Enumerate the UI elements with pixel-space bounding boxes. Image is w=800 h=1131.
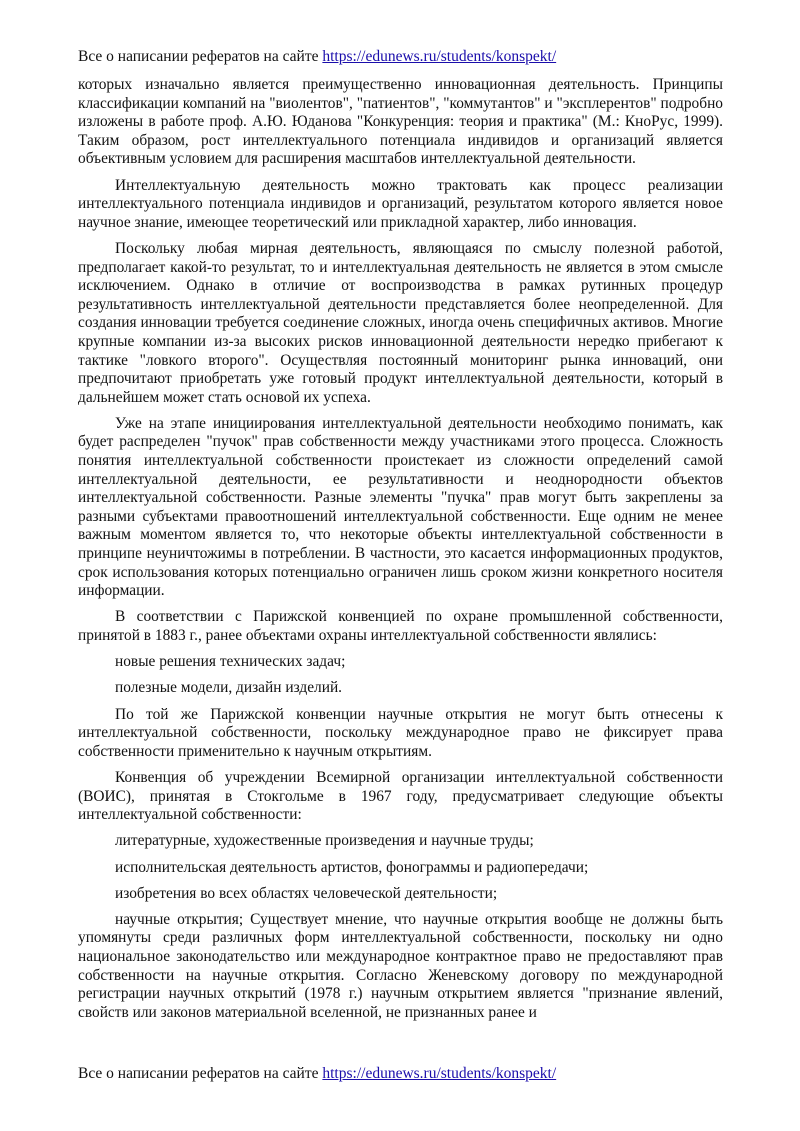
paragraph: Конвенция об учреждении Всемирной организации интеллектуальной собственности (ВОИС), принятая в Стокгольме в 1967 году, предусматривает следующие объекты интеллектуальной собственности: [78, 768, 723, 824]
paragraph: В соответствии с Парижской конвенцией по охране промышленной собственности, принятой в 1883 г., ранее объектами охраны интеллектуальной собственности являлись: [78, 608, 723, 644]
paragraph: По той же Парижской конвенции научные открытия не могут быть отнесены к интеллектуальной собственности, поскольку международное право не фиксирует права собственности применительно к научным открытиям. [78, 705, 723, 760]
list-item: литературные, художественные произведения и научные труды; [115, 832, 534, 850]
footer-text: Все о написании рефератов на сайте [78, 1065, 323, 1082]
list-item: новые решения технических задач; [115, 653, 346, 671]
document-body [78, 76, 723, 1030]
paragraph: Поскольку любая мирная деятельность, являющаяся по смыслу полезной работой, предполагает какой-то результат, то и интеллектуальная деятельность не является в этом смысле исключением. Однако в отличие от воспроизводства в рамках рутинных процедур результативность интеллектуальной деятельности представляется более неопределенной. Для создания инновации требуется соединение сложных, иногда очень специфичных активов. Многие крупные компании из-за высоких рисков инновационной деятельности нередко прибегают к тактике "ловкого второго". Осуществляя постоянный мониторинг рынка инноваций, они предпочитают приобретать уже готовый продукт интеллектуальной деятельности, который в дальнейшем может стать основой их успеха. [78, 239, 723, 406]
paragraph: Интеллектуальную деятельность можно трактовать как процесс реализации интеллектуального потенциала индивидов и организаций, результатом которого является новое научное знание, имеющее теоретический или прикладной характер, либо инновация. [78, 176, 723, 231]
page-footer [78, 1064, 728, 1084]
list-item: исполнительская деятельность артистов, фонограммы и радиопередачи; [115, 858, 589, 876]
paragraph: научные открытия; Существует мнение, что научные открытия вообще не должны быть упомянуты среди различных форм интеллектуальной собственности, поскольку ни одно национальное законодательство или международное контрактное право не предоставляют прав собственности на научные открытия. Согласно Женевскому договору по международной регистрации научных открытий (1978 г.) научным открытием является "признание явлений, свойств или законов материальной вселенной, не признанных ранее и [78, 910, 723, 1021]
paragraph: которых изначально является преимущественно инновационная деятельность. Принципы классификации компаний на "виолентов", "патиентов", "коммутантов" и "эксплерентов" подробно изложены в работе проф. А.Ю. Юданова "Конкуренция: теория и практика" (М.: КноРус, 1999). Таким образом, рост интеллектуального потенциала индивидов и организаций является объективным условием для расширения масштабов интеллектуальной деятельности. [78, 76, 723, 168]
footer-link[interactable]: https://edunews.ru/students/konspekt/ [322, 1065, 557, 1082]
header-link[interactable]: https://edunews.ru/students/konspekt/ [322, 48, 557, 65]
header-text: Все о написании рефератов на сайте [78, 48, 323, 65]
list-item: полезные модели, дизайн изделий. [115, 679, 343, 697]
page-header [78, 47, 728, 67]
list-item: изобретения во всех областях человеческой деятельности; [115, 884, 498, 902]
paragraph: Уже на этапе инициирования интеллектуальной деятельности необходимо понимать, как будет распределен "пучок" прав собственности между участниками этого процесса. Сложность понятия интеллектуальной собственности проистекает из сложности определений самой интеллектуальной деятельности, ее результативности и неоднородности объектов интеллектуальной собственности. Разные элементы "пучка" прав могут быть закреплены за разными субъектами правоотношений интеллектуальной собственности. Еще одним не менее важным моментом является то, что некоторые объекты интеллектуальной собственности в принципе неуничтожимы в потреблении. В частности, это касается информационных продуктов, срок использования которых потенциально ограничен лишь сроком жизни конкретного носителя информации. [78, 414, 723, 600]
